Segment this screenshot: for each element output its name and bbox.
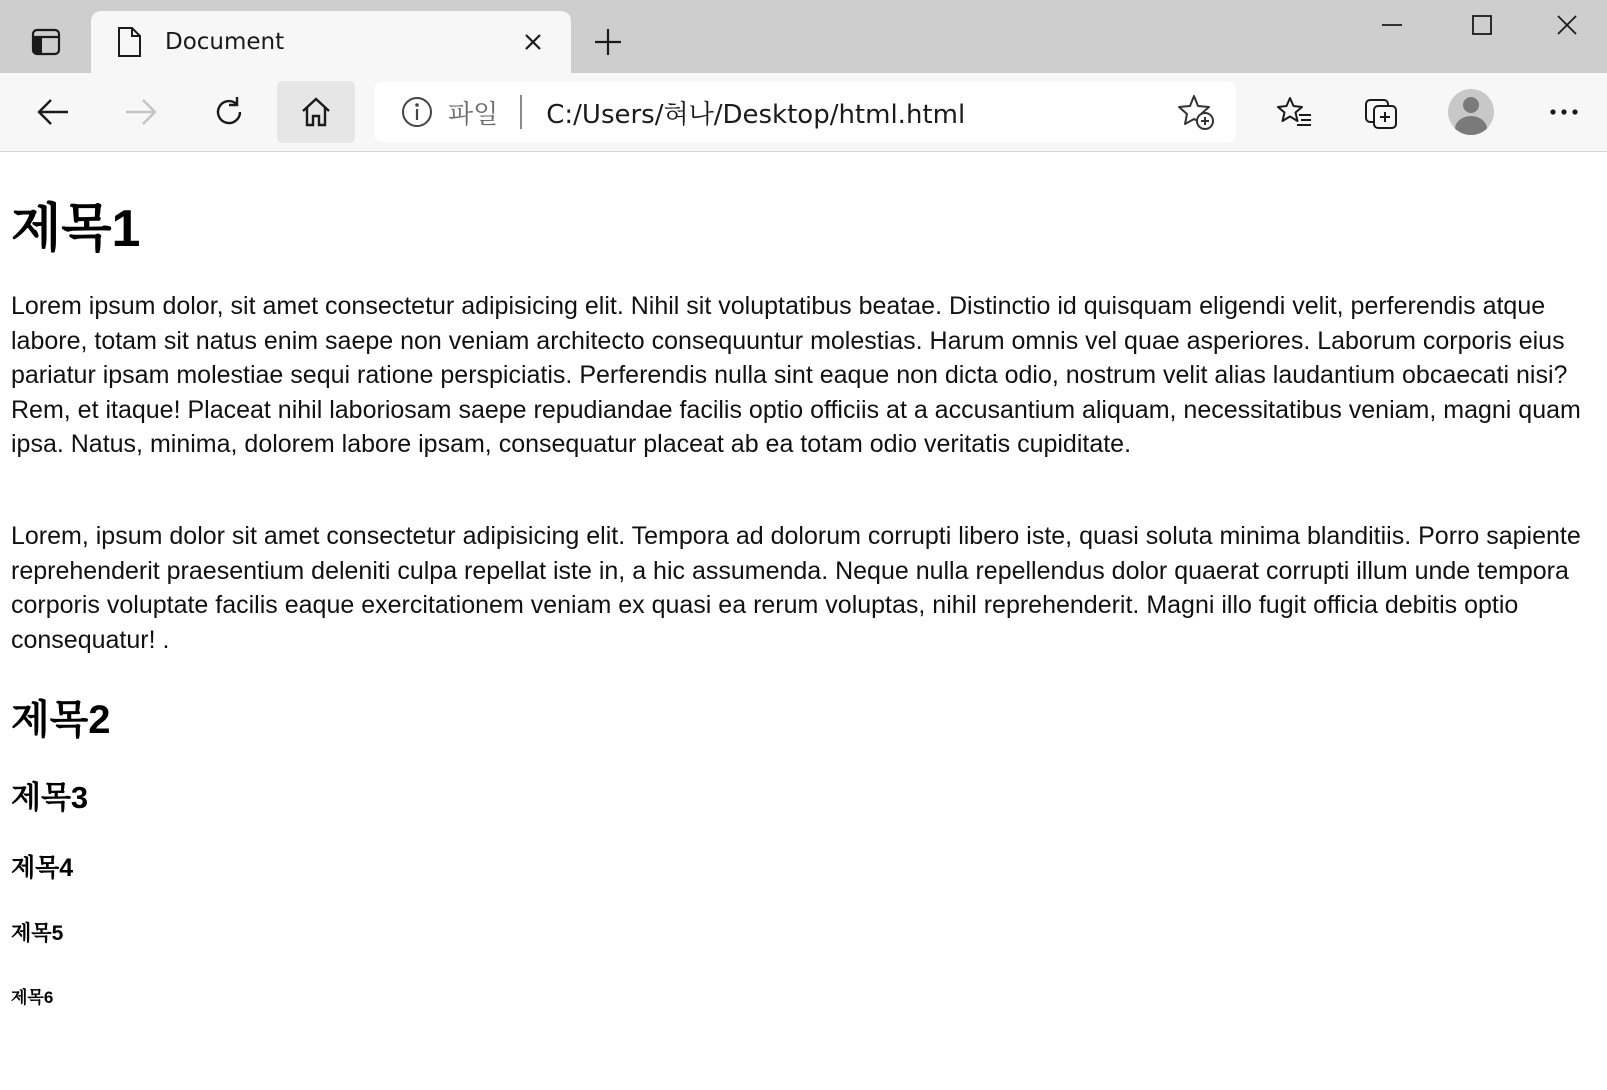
more-dots-icon (1549, 108, 1579, 116)
tab-close-button[interactable] (515, 24, 551, 60)
reload-icon (212, 95, 246, 129)
favorites-list-icon (1277, 95, 1313, 129)
arrow-left-icon (36, 98, 70, 126)
info-icon[interactable] (400, 95, 434, 129)
maximize-button[interactable] (1437, 0, 1527, 50)
tab-strip (0, 0, 1607, 73)
tab-actions-button[interactable] (14, 18, 78, 66)
paragraph-2: Lorem, ipsum dolor sit amet consectetur adipisicing elit. Tempora ad dolorum corrupti libero iste, quasi soluta minima blanditiis. Porro sapiente reprehenderit praesentium deleniti culpa repellat iste in, a hic assumenda. Neque nulla repellendus dolor quaerat corrupti illum unde tempora corporis voluptate facilis eaque exercitationem veniam ex quasi ea rerum voluptas, nihil reprehenderit. Magni illo fugit officia debitis optio consequatur! . (11, 522, 1581, 654)
heading-5: 제목5 (11, 922, 64, 945)
avatar-icon (1448, 89, 1494, 135)
add-favorite-button[interactable] (1174, 90, 1218, 134)
arrow-right-icon (124, 98, 158, 126)
home-icon (300, 96, 332, 128)
address-bar[interactable] (374, 82, 1236, 142)
reload-button[interactable] (190, 81, 268, 143)
maximize-icon (1471, 14, 1493, 36)
forward-button[interactable] (102, 81, 180, 143)
address-divider (520, 95, 522, 129)
heading-1: 제목1 (11, 200, 141, 258)
star-plus-icon (1177, 93, 1215, 131)
profile-button[interactable] (1432, 81, 1510, 143)
heading-2: 제목2 (11, 698, 111, 742)
browser-toolbar (0, 73, 1607, 152)
collections-icon (1364, 94, 1400, 130)
tab-document[interactable] (91, 11, 571, 73)
close-window-button[interactable] (1527, 0, 1607, 50)
collections-button[interactable] (1343, 81, 1421, 143)
page-icon (115, 26, 143, 58)
close-icon (523, 32, 543, 52)
new-tab-button[interactable] (588, 22, 628, 62)
heading-4: 제목4 (11, 854, 74, 882)
back-button[interactable] (14, 81, 92, 143)
home-button[interactable] (277, 81, 355, 143)
minimize-icon (1381, 23, 1403, 27)
minimize-button[interactable] (1347, 0, 1437, 50)
plus-icon (593, 27, 623, 57)
site-scheme-label[interactable]: 파일 (448, 99, 499, 130)
page-content (0, 152, 1607, 1090)
heading-3: 제목3 (11, 780, 89, 815)
heading-6: 제목6 (11, 988, 54, 1007)
paragraph-1: Lorem ipsum dolor, sit amet consectetur adipisicing elit. Nihil sit voluptatibus beatae. Distinctio id quisquam eligendi velit, perferendis atque labore, totam sit natus enim saepe non veniam architecto consequuntur molestias. Harum omnis vel quae asperiores. Laborum corporis eius pariatur ipsam molestiae sequi ratione perspiciatis. Perferendis nulla sint eaque non dicta odio, nostrum velit alias laudantium obcaecati nisi? Rem, et itaque! Placeat nihil laboriosam saepe repudiandae facilis optio officiis at a accusantium aliquam, necessitatibus veniam, magni quam ipsa. Natus, minima, dolorem labore ipsam, consequatur placeat ab ea totam odio veritatis cupiditate. (11, 292, 1581, 458)
close-icon (1556, 14, 1578, 36)
tab-title: Document (165, 29, 285, 55)
tab-actions-icon (31, 28, 61, 56)
favorites-button[interactable] (1256, 81, 1334, 143)
more-options-button[interactable] (1525, 81, 1603, 143)
url-text[interactable]: C:/Users/혀나/Desktop/html.html (546, 99, 966, 130)
